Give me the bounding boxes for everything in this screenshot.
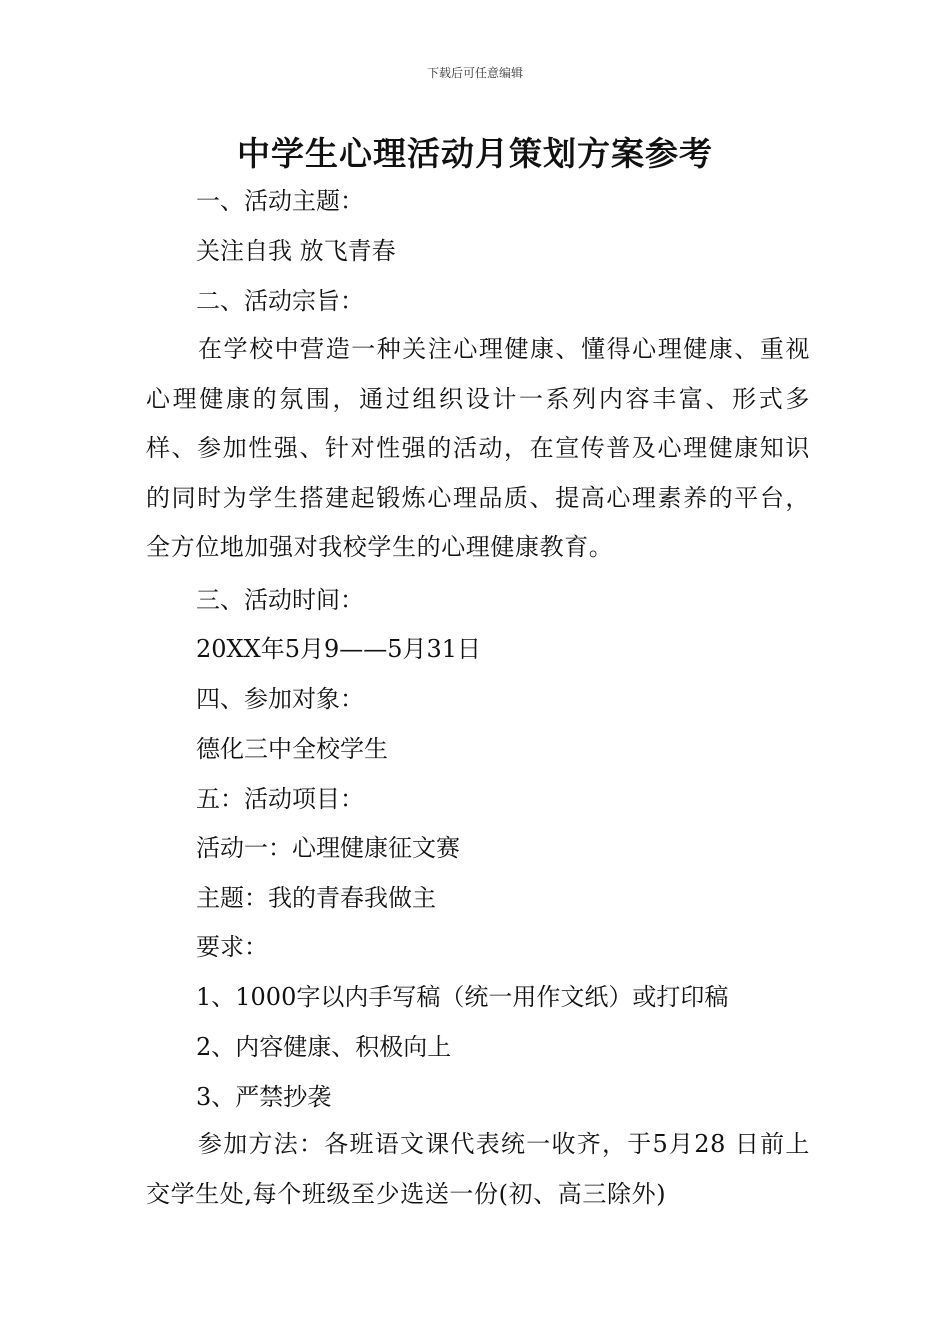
activity-theme: 主题：我的青春我做主 [196, 884, 436, 912]
section-heading-purpose: 二、活动宗旨： [196, 287, 364, 315]
participants-text: 德化三中全校学生 [196, 735, 388, 763]
time-text: 20XX年5月9——5月31日 [196, 635, 482, 663]
requirement-item: 2、内容健康、积极向上 [196, 1033, 452, 1061]
requirements-heading: 要求： [196, 933, 268, 961]
section-heading-time: 三、活动时间： [196, 586, 364, 614]
purpose-paragraph: 在学校中营造一种关注心理健康、懂得心理健康、重视心理健康的氛围，通过组织设计一系列内容丰富、形式多样、参加性强、针对性强的活动，在宣传普及心理健康知识的同时为学生搭建起锻炼心理品质、提高心理素养的平台，全方位地加强对我校学生的心理健康教育。 [146, 335, 810, 562]
requirement-item: 1、1000字以内手写稿（统一用作文纸）或打印稿 [196, 983, 729, 1011]
header-note: 下载后可任意编辑 [426, 66, 523, 80]
method-paragraph: 参加方法：各班语文课代表统一收齐，于5月28 日前上交学生处,每个班级至少选送一份(初、高三除外) [146, 1130, 810, 1208]
theme-text: 关注自我 放飞青春 [196, 237, 396, 265]
document-title: 中学生心理活动月策划方案参考 [237, 134, 713, 173]
activity-one-heading: 活动一：心理健康征文赛 [196, 834, 460, 862]
section-heading-projects: 五：活动项目： [196, 785, 364, 813]
requirement-item: 3、严禁抄袭 [196, 1083, 332, 1111]
section-heading-theme: 一、活动主题： [196, 187, 364, 215]
section-heading-participants: 四、参加对象： [196, 685, 364, 713]
